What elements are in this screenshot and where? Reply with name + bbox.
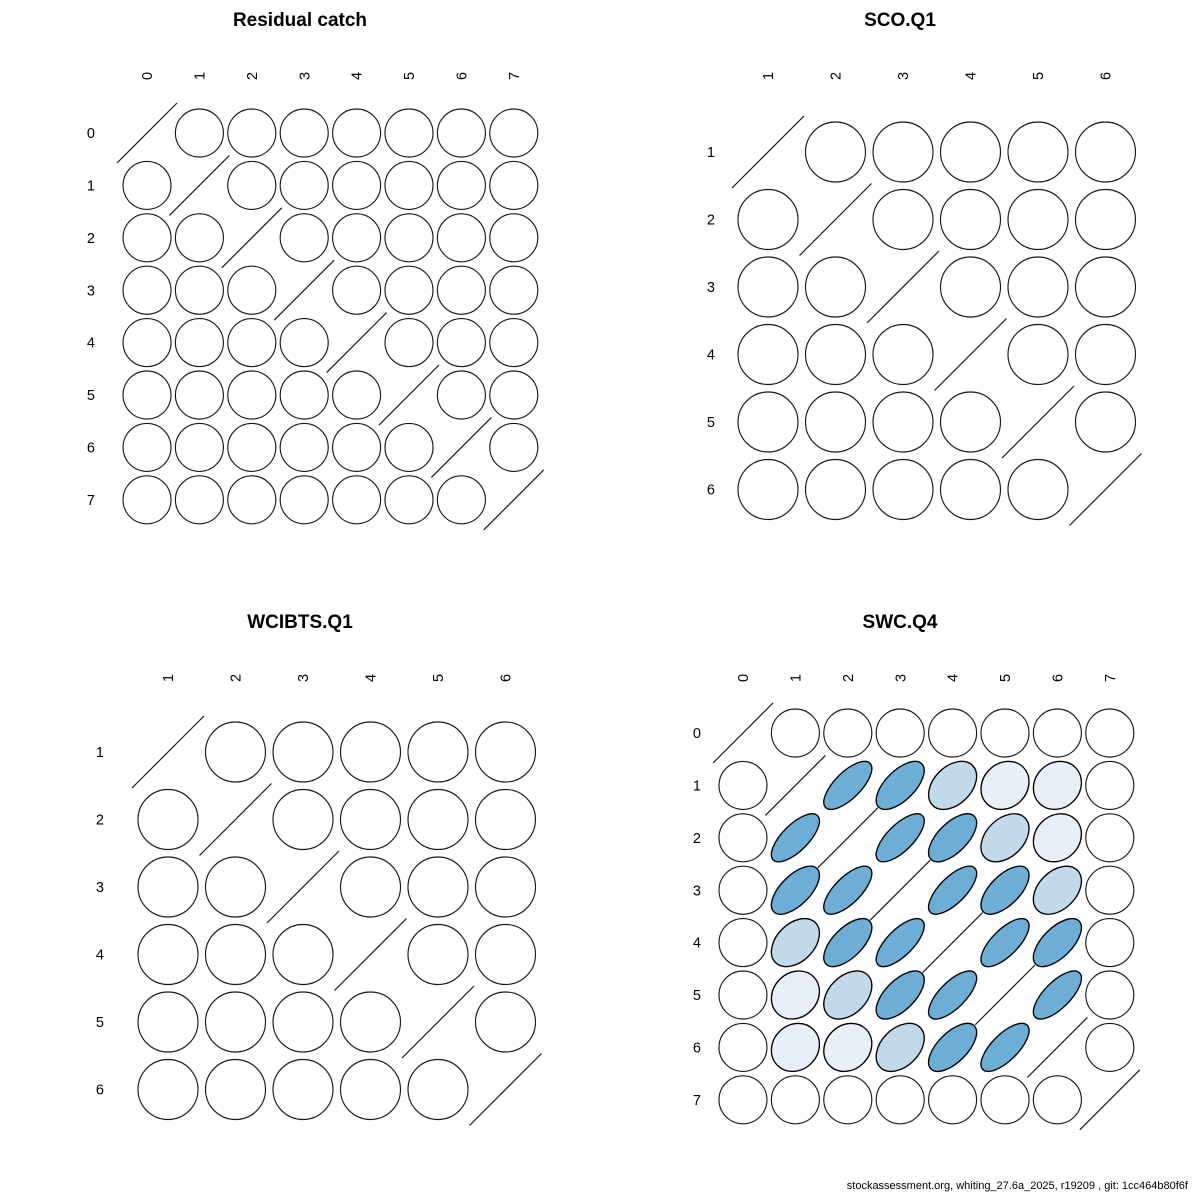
corr-circle	[873, 122, 933, 182]
corr-ellipse	[1026, 964, 1089, 1027]
corr-ellipse	[867, 1014, 934, 1081]
corr-circle	[437, 161, 485, 209]
row-label: 5	[86, 388, 95, 405]
corr-circle	[1086, 971, 1134, 1019]
corr-circle	[206, 925, 266, 985]
corr-circle	[123, 161, 171, 209]
col-label: 7	[1102, 673, 1119, 682]
corr-circle	[719, 1023, 767, 1071]
corr-ellipse	[869, 911, 932, 974]
col-label: 4	[363, 673, 380, 682]
corr-circle	[123, 266, 171, 314]
corr-circle	[138, 857, 198, 917]
corr-circle	[1008, 460, 1068, 520]
corr-circle	[1086, 919, 1134, 967]
diagonal-line	[935, 319, 1007, 391]
corr-circle	[280, 476, 328, 524]
corr-circle	[476, 992, 536, 1052]
corr-circle	[408, 925, 468, 985]
row-label: 2	[706, 212, 715, 229]
corr-circle	[1086, 1023, 1134, 1071]
panel-title: SWC.Q4	[862, 612, 938, 633]
diagonal-line	[117, 103, 177, 163]
corr-circle	[1086, 866, 1134, 914]
corr-circle	[476, 857, 536, 917]
corr-circle	[280, 214, 328, 262]
corr-circle	[206, 992, 266, 1052]
corr-circle	[806, 257, 866, 317]
panel-title: Residual catch	[232, 10, 368, 31]
corr-circle	[228, 476, 276, 524]
corr-circle	[280, 161, 328, 209]
corr-circle	[1086, 761, 1134, 809]
diagonal-line	[470, 1054, 542, 1126]
row-label: 3	[86, 283, 95, 300]
corr-circle	[929, 1076, 977, 1124]
diagonal-line	[765, 755, 825, 815]
panel-title: SCO.Q1	[864, 10, 936, 31]
row-label: 4	[86, 335, 95, 352]
corr-circle	[273, 1060, 333, 1120]
col-label: 3	[896, 71, 913, 80]
corr-circle	[138, 992, 198, 1052]
corr-circle	[738, 190, 798, 250]
panel-residual-catch	[0, 0, 600, 600]
corr-circle	[476, 790, 536, 850]
row-label: 5	[692, 988, 701, 1005]
row-label: 1	[692, 778, 701, 795]
diagonal-line	[1080, 1070, 1140, 1130]
corr-circle	[280, 423, 328, 471]
corr-circle	[333, 266, 381, 314]
corr-circle	[228, 161, 276, 209]
corr-circle	[175, 214, 223, 262]
diagonal-line	[923, 913, 983, 973]
col-label: 2	[228, 673, 245, 682]
col-label: 5	[1031, 71, 1048, 80]
corr-circle	[873, 325, 933, 385]
corr-circle	[719, 1076, 767, 1124]
corr-ellipse	[816, 859, 879, 922]
corr-circle	[941, 122, 1001, 182]
col-label: 3	[296, 673, 313, 682]
diagonal-line	[713, 703, 773, 763]
row-label: 2	[95, 812, 104, 829]
panel-swc-q4	[600, 600, 1200, 1200]
corr-circle	[341, 790, 401, 850]
diagonal-line	[335, 919, 407, 991]
col-label: 2	[828, 71, 845, 80]
col-label: 5	[998, 673, 1015, 682]
corr-circle	[280, 109, 328, 157]
corr-ellipse	[1024, 752, 1092, 820]
footer-provenance: stockassessment.org, whiting_27.6a_2025, r19209 , git: 1cc464b80f6f	[846, 1180, 1188, 1192]
corr-ellipse	[816, 754, 879, 817]
corr-circle	[806, 325, 866, 385]
diagonal-line	[800, 184, 872, 256]
col-label: 2	[840, 673, 857, 682]
corr-circle	[1076, 190, 1136, 250]
corr-circle	[333, 214, 381, 262]
corr-circle	[1076, 325, 1136, 385]
row-label: 3	[706, 280, 715, 297]
row-label: 1	[86, 178, 95, 195]
corr-circle	[408, 857, 468, 917]
corr-circle	[806, 392, 866, 452]
corr-circle	[228, 266, 276, 314]
corr-circle	[175, 371, 223, 419]
corr-circle	[206, 722, 266, 782]
corr-circle	[138, 925, 198, 985]
row-label: 6	[692, 1040, 701, 1057]
corr-circle	[1076, 257, 1136, 317]
corr-circle	[876, 1076, 924, 1124]
corr-circle	[824, 1076, 872, 1124]
panel-wcibts-q1	[0, 600, 600, 1200]
corr-circle	[1008, 325, 1068, 385]
corr-circle	[437, 319, 485, 367]
corr-circle	[738, 392, 798, 452]
corr-circle	[333, 371, 381, 419]
diagonal-line	[1002, 386, 1074, 458]
corr-circle	[738, 257, 798, 317]
corr-ellipse	[762, 961, 830, 1029]
corr-circle	[738, 325, 798, 385]
corr-circle	[941, 392, 1001, 452]
corr-circle	[206, 857, 266, 917]
corr-ellipse	[971, 752, 1039, 820]
corr-circle	[719, 814, 767, 862]
col-label: 6	[1098, 71, 1115, 80]
corr-circle	[719, 919, 767, 967]
col-label: 4	[963, 71, 980, 80]
corr-ellipse	[1024, 804, 1092, 872]
corr-ellipse	[764, 806, 827, 869]
row-label: 3	[95, 880, 104, 897]
corr-circle	[1076, 122, 1136, 182]
corr-circle	[476, 925, 536, 985]
col-label: 1	[788, 673, 805, 682]
diagonal-line	[1027, 1017, 1087, 1077]
corr-circle	[385, 161, 433, 209]
corr-circle	[719, 866, 767, 914]
corr-circle	[408, 722, 468, 782]
corr-ellipse	[972, 805, 1039, 872]
diagonal-line	[274, 260, 334, 320]
panel-title: WCIBTS.Q1	[247, 612, 353, 633]
corr-circle	[175, 423, 223, 471]
corr-circle	[771, 1076, 819, 1124]
corr-circle	[437, 214, 485, 262]
corr-circle	[476, 722, 536, 782]
row-label: 7	[692, 1092, 701, 1109]
col-label: 0	[736, 673, 753, 682]
col-label: 1	[161, 673, 178, 682]
corr-circle	[771, 709, 819, 757]
diagonal-line	[975, 965, 1035, 1025]
diagonal-line	[402, 986, 474, 1058]
corr-circle	[490, 214, 538, 262]
corr-circle	[385, 476, 433, 524]
row-label: 6	[95, 1082, 104, 1099]
corr-circle	[341, 857, 401, 917]
diagonal-line	[870, 860, 930, 920]
corr-circle	[437, 109, 485, 157]
row-label: 4	[706, 347, 715, 364]
corr-circle	[273, 925, 333, 985]
corr-circle	[385, 214, 433, 262]
row-label: 2	[692, 830, 701, 847]
col-label: 6	[1050, 673, 1067, 682]
corr-circle	[333, 476, 381, 524]
corr-circle	[138, 790, 198, 850]
col-label: 3	[893, 673, 910, 682]
corr-circle	[873, 392, 933, 452]
corr-circle	[333, 161, 381, 209]
corr-circle	[1076, 392, 1136, 452]
corr-ellipse	[869, 806, 932, 869]
col-label: 4	[349, 71, 366, 80]
corr-circle	[333, 423, 381, 471]
corr-circle	[385, 266, 433, 314]
corr-circle	[123, 371, 171, 419]
corr-circle	[490, 109, 538, 157]
col-label: 5	[402, 71, 419, 80]
diagonal-line	[222, 208, 282, 268]
diagonal-line	[484, 470, 544, 530]
diagonal-line	[732, 116, 804, 188]
panel-sco-q1	[600, 0, 1200, 600]
corr-circle	[1008, 257, 1068, 317]
corr-circle	[490, 423, 538, 471]
corr-circle	[280, 319, 328, 367]
corr-ellipse	[921, 859, 984, 922]
corr-ellipse	[762, 909, 829, 976]
corr-circle	[123, 319, 171, 367]
corr-circle	[273, 790, 333, 850]
corr-circle	[228, 319, 276, 367]
corr-ellipse	[814, 1014, 882, 1082]
row-label: 4	[692, 935, 701, 952]
corr-circle	[941, 257, 1001, 317]
diagonal-line	[1070, 454, 1142, 526]
corr-ellipse	[815, 962, 882, 1029]
corr-circle	[929, 709, 977, 757]
corr-circle	[1008, 190, 1068, 250]
corr-circle	[437, 266, 485, 314]
row-label: 2	[86, 230, 95, 247]
corr-circle	[824, 709, 872, 757]
corr-circle	[941, 190, 1001, 250]
corr-circle	[385, 109, 433, 157]
diagonal-line	[818, 808, 878, 868]
corr-circle	[206, 1060, 266, 1120]
corr-circle	[341, 722, 401, 782]
corr-circle	[175, 266, 223, 314]
corr-circle	[385, 319, 433, 367]
col-label: 6	[498, 673, 515, 682]
corr-circle	[123, 214, 171, 262]
col-label: 5	[431, 673, 448, 682]
corr-circle	[437, 476, 485, 524]
col-label: 1	[192, 71, 209, 80]
row-label: 7	[86, 492, 95, 509]
col-label: 6	[454, 71, 471, 80]
corr-circle	[941, 460, 1001, 520]
corr-circle	[719, 761, 767, 809]
diagonal-line	[867, 251, 939, 323]
row-label: 1	[95, 745, 104, 762]
corr-circle	[719, 971, 767, 1019]
corr-circle	[333, 109, 381, 157]
corr-circle	[490, 371, 538, 419]
corr-circle	[228, 109, 276, 157]
corr-circle	[806, 122, 866, 182]
corr-circle	[175, 476, 223, 524]
row-label: 1	[706, 145, 715, 162]
corr-circle	[437, 371, 485, 419]
corr-circle	[175, 109, 223, 157]
corr-circle	[981, 709, 1029, 757]
corr-circle	[1086, 814, 1134, 862]
diagonal-line	[379, 365, 439, 425]
row-label: 0	[692, 726, 701, 743]
corr-circle	[876, 709, 924, 757]
col-label: 2	[244, 71, 261, 80]
corr-ellipse	[1024, 857, 1091, 924]
corr-circle	[1008, 122, 1068, 182]
corr-ellipse	[974, 1016, 1037, 1079]
corr-circle	[981, 1076, 1029, 1124]
col-label: 1	[761, 71, 778, 80]
row-label: 4	[95, 947, 104, 964]
corr-circle	[738, 460, 798, 520]
diagonal-line	[132, 716, 204, 788]
corr-circle	[341, 992, 401, 1052]
corr-circle	[138, 1060, 198, 1120]
row-label: 5	[706, 415, 715, 432]
corr-circle	[490, 266, 538, 314]
corr-circle	[228, 423, 276, 471]
col-label: 4	[945, 673, 962, 682]
corr-circle	[408, 790, 468, 850]
col-label: 0	[140, 71, 157, 80]
corr-circle	[408, 1060, 468, 1120]
corr-circle	[385, 423, 433, 471]
corr-circle	[1086, 709, 1134, 757]
corr-circle	[490, 161, 538, 209]
corr-circle	[228, 371, 276, 419]
corr-ellipse	[921, 964, 984, 1027]
corr-circle	[175, 319, 223, 367]
corr-circle	[273, 992, 333, 1052]
corr-circle	[1033, 709, 1081, 757]
corr-circle	[490, 319, 538, 367]
corr-circle	[341, 1060, 401, 1120]
row-label: 6	[86, 440, 95, 457]
row-label: 3	[692, 883, 701, 900]
diagonal-line	[200, 784, 272, 856]
diagonal-line	[327, 313, 387, 373]
diagonal-line	[169, 155, 229, 215]
corr-ellipse	[762, 1014, 830, 1082]
corr-ellipse	[974, 911, 1037, 974]
corr-circle	[873, 460, 933, 520]
corr-circle	[1033, 1076, 1081, 1124]
corr-circle	[273, 722, 333, 782]
corr-ellipse	[919, 752, 986, 819]
col-label: 3	[297, 71, 314, 80]
row-label: 6	[706, 482, 715, 499]
diagonal-line	[267, 851, 339, 923]
corr-circle	[873, 190, 933, 250]
corr-circle	[123, 423, 171, 471]
corr-circle	[806, 460, 866, 520]
corr-circle	[280, 371, 328, 419]
col-label: 7	[506, 71, 523, 80]
row-label: 0	[86, 126, 95, 143]
row-label: 5	[95, 1015, 104, 1032]
corr-circle	[123, 476, 171, 524]
diagonal-line	[431, 417, 491, 477]
